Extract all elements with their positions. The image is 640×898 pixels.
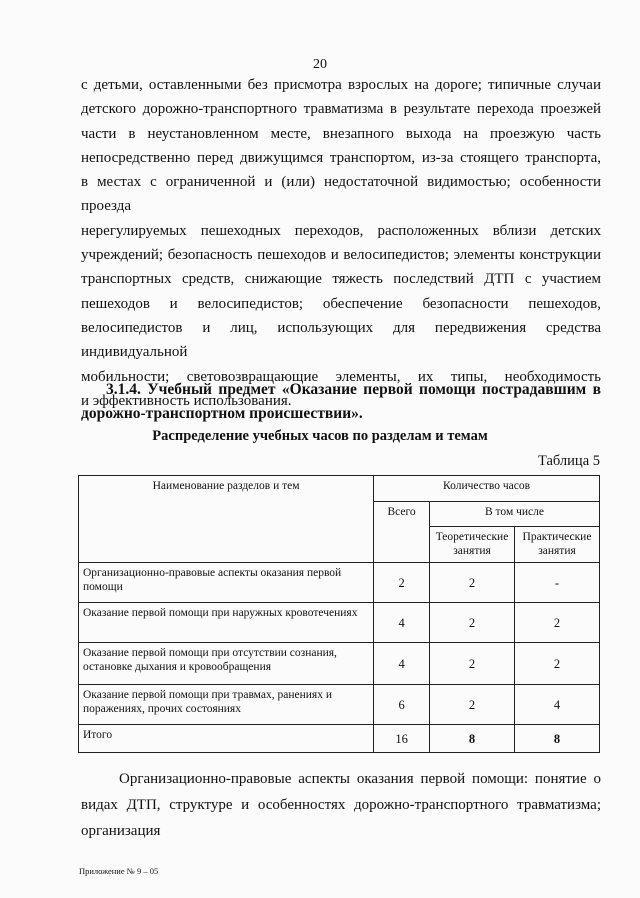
- intro-line: в местах с ограниченной и (или) недостаточной видимостью; особенности проезда: [81, 174, 601, 215]
- cell-total: 6: [374, 685, 430, 725]
- intro-line: нерегулируемых пешеходных переходов, расположенных вблизи детских: [81, 222, 601, 239]
- cell-practice: 4: [515, 685, 600, 725]
- cell-name: Организационно-правовые аспекты оказания первой помощи: [79, 563, 374, 603]
- page-number: 20: [313, 57, 327, 72]
- cell-total: 4: [374, 603, 430, 643]
- cell-total: 4: [374, 643, 430, 685]
- table-label: Таблица 5: [537, 453, 600, 469]
- intro-line: транспортных средств, снижающие тяжесть последствий ДТП с участием: [81, 271, 601, 288]
- intro-line: непосредственно перед движущимся транспортом, из-за стоящего транспорта,: [81, 149, 601, 166]
- intro-paragraph: [81, 73, 601, 413]
- table-title: Распределение учебных часов по разделам и темам: [152, 428, 488, 444]
- total-total: 16: [374, 725, 430, 753]
- header-hours: Количество часов: [374, 476, 600, 502]
- intro-line: учреждений; безопасность пешеходов и велосипедистов; элементы конструкции: [81, 247, 601, 264]
- intro-line: пешеходов и велосипедистов; обеспечение безопасности пешеходов,: [81, 295, 601, 312]
- cell-practice: -: [515, 563, 600, 603]
- footer-note: Приложение № 9 – 05: [79, 866, 159, 876]
- cell-theory: 2: [430, 603, 515, 643]
- total-theory: 8: [430, 725, 515, 753]
- cell-name: Оказание первой помощи при наружных кровотечениях: [79, 603, 374, 643]
- intro-line: и эффективность использования.: [81, 392, 292, 409]
- intro-line: части в неустановленном месте, внезапного выхода на проезжую часть: [81, 125, 601, 142]
- intro-line: велосипедистов и лиц, использующих для передвижения средства индивидуальной: [81, 319, 601, 361]
- intro-line: с детьми, оставленными без присмотра взрослых на дороге; типичные случаи: [81, 77, 601, 93]
- total-name: Итого: [79, 725, 374, 753]
- cell-theory: 2: [430, 685, 515, 725]
- cell-name: Оказание первой помощи при отсутствии сознания, остановке дыхания и кровообращения: [79, 643, 374, 685]
- header-including: В том числе: [430, 502, 600, 527]
- header-theory: Теоретические занятия: [430, 527, 515, 563]
- header-name: Наименование разделов и тем: [79, 476, 374, 563]
- table-total-row: [79, 725, 600, 753]
- cell-total: 2: [374, 563, 430, 603]
- total-practice: 8: [515, 725, 600, 753]
- table-row: [79, 563, 600, 603]
- section-heading: 3.1.4. Учебный предмет «Оказание первой помощи пострадавшим в дорожно-транспортном происшествии».: [81, 381, 601, 422]
- cell-practice: 2: [515, 603, 600, 643]
- cell-practice: 2: [515, 643, 600, 685]
- table-row: [79, 685, 600, 725]
- intro-line: детского дорожно-транспортного травматизма в результате перехода проезжей: [81, 101, 601, 118]
- cell-theory: 2: [430, 563, 515, 603]
- header-total: Всего: [374, 502, 430, 563]
- header-practice: Практические занятия: [515, 527, 600, 563]
- closing-paragraph: Организационно-правовые аспекты оказания первой помощи: понятие о видах ДТП, структуре и особенностях дорожно-транспортного травматизма; организация: [81, 771, 601, 839]
- table-row: [79, 643, 600, 685]
- table-row: [79, 603, 600, 643]
- hours-table: [78, 475, 600, 753]
- cell-theory: 2: [430, 643, 515, 685]
- cell-name: Оказание первой помощи при травмах, ранениях и поражениях, прочих состояниях: [79, 685, 374, 725]
- intro-line: мобильности; световозвращающие элементы, их типы, необходимость: [81, 368, 601, 385]
